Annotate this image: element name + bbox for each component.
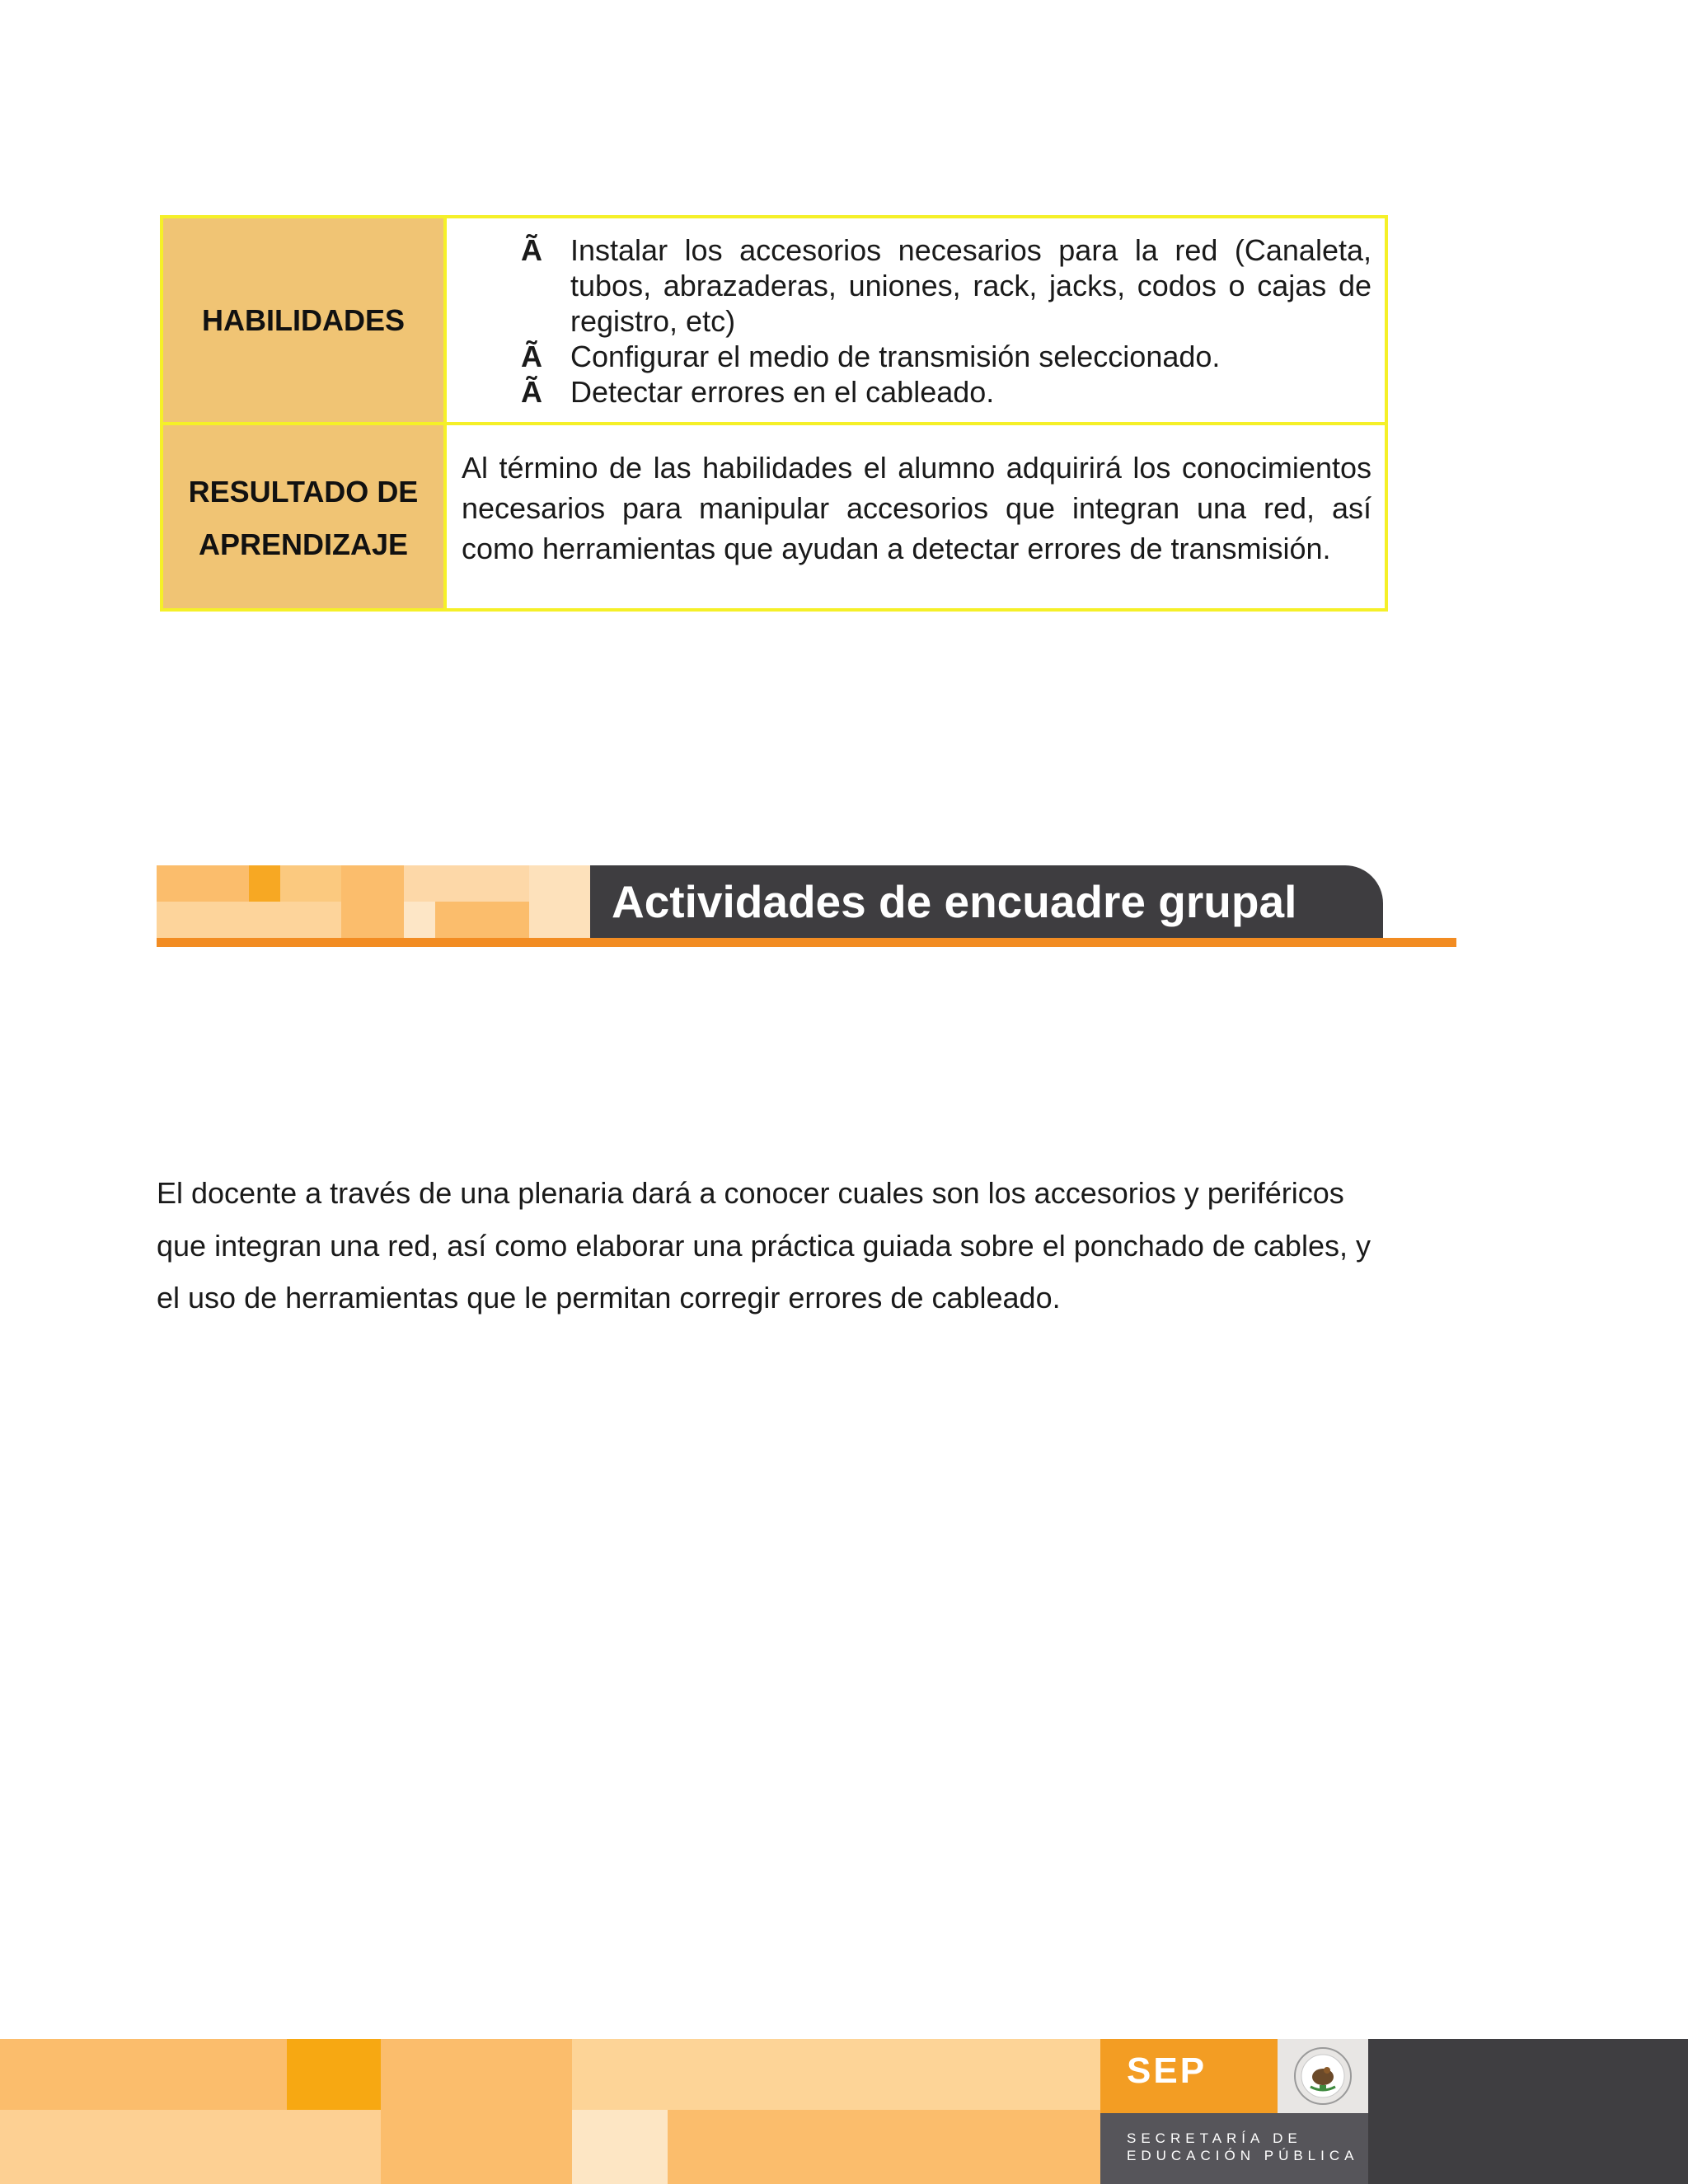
banner-decor-tile: [529, 865, 590, 938]
footer-decor-tile: [381, 2039, 572, 2184]
habilidades-cell: [445, 217, 1386, 424]
banner-decor-tile: [341, 865, 404, 938]
banner-decor-tile: [249, 865, 280, 902]
habilidades-label: HABILIDADES: [162, 217, 445, 424]
sep-subtitle-line1: SECRETARÍA DE: [1127, 2130, 1302, 2146]
banner-rule: [157, 938, 1456, 947]
resultado-label-line1: RESULTADO DE: [188, 475, 419, 509]
resultado-label-line2: APRENDIZAJE: [198, 527, 409, 561]
sep-subtitle-block: [1100, 2113, 1368, 2184]
list-item-text: Instalar los accesorios necesarios para la red (Canaleta, tubos, abrazaderas, uniones, rack, jacks, codos o cajas de registro, etc): [570, 233, 1372, 338]
footer-decor-tile: [0, 2110, 381, 2184]
footer-decor-tile: [572, 2039, 1100, 2110]
list-item: [521, 232, 1372, 339]
body-paragraph: El docente a través de una plenaria dará a conocer cuales son los accesorios y periféricos que integran una red, así como elaborar una práctica guiada sobre el ponchado de cables, y el uso de herramientas que le permitan corregir errores de cableado.: [157, 1176, 1371, 1315]
section-banner: [157, 865, 1456, 949]
table-row: [162, 217, 1386, 424]
competencias-table: [160, 215, 1388, 612]
banner-decor-tile: [280, 902, 341, 938]
list-item-text: Configurar el medio de transmisión seleccionado.: [570, 340, 1221, 373]
section-title: Actividades de encuadre grupal: [590, 865, 1383, 938]
footer: [0, 2039, 1688, 2184]
banner-decor-tile: [157, 902, 280, 938]
bullet-glyph: Ã: [521, 375, 542, 409]
table-row: [162, 424, 1386, 610]
sep-subtitle: [1127, 2130, 1358, 2164]
resultado-cell: [445, 424, 1386, 610]
bullet-glyph: Ã: [521, 233, 542, 267]
banner-decor-tile: [157, 865, 249, 902]
resultado-text: Al término de las habilidades el alumno adquirirá los conocimientos necesarios para manipular accesorios que integran una red, así como herramientas que ayudan a detectar errores de transmisión.: [462, 450, 1372, 565]
bullet-glyph: Ã: [521, 340, 542, 373]
seal-block: [1278, 2039, 1368, 2113]
list-item: [521, 374, 1372, 410]
footer-decor-tile: [287, 2039, 381, 2110]
list-item-text: Detectar errores en el cableado.: [570, 375, 995, 409]
habilidades-list: [447, 223, 1385, 418]
banner-decor-tile: [404, 902, 435, 938]
footer-decor-tile: [572, 2110, 668, 2184]
resultado-label: [162, 424, 445, 610]
banner-decor-tile: [280, 865, 341, 902]
footer-decor-tile: [668, 2110, 1100, 2184]
sep-subtitle-line2: EDUCACIÓN PÚBLICA: [1127, 2148, 1359, 2163]
list-item: [521, 339, 1372, 374]
footer-dark-panel: [1368, 2039, 1688, 2184]
sep-logo-block: [1100, 2039, 1278, 2113]
sep-logo: SEP: [1127, 2050, 1207, 2091]
national-seal-icon: [1278, 2039, 1368, 2113]
footer-decor-tile: [0, 2039, 287, 2110]
